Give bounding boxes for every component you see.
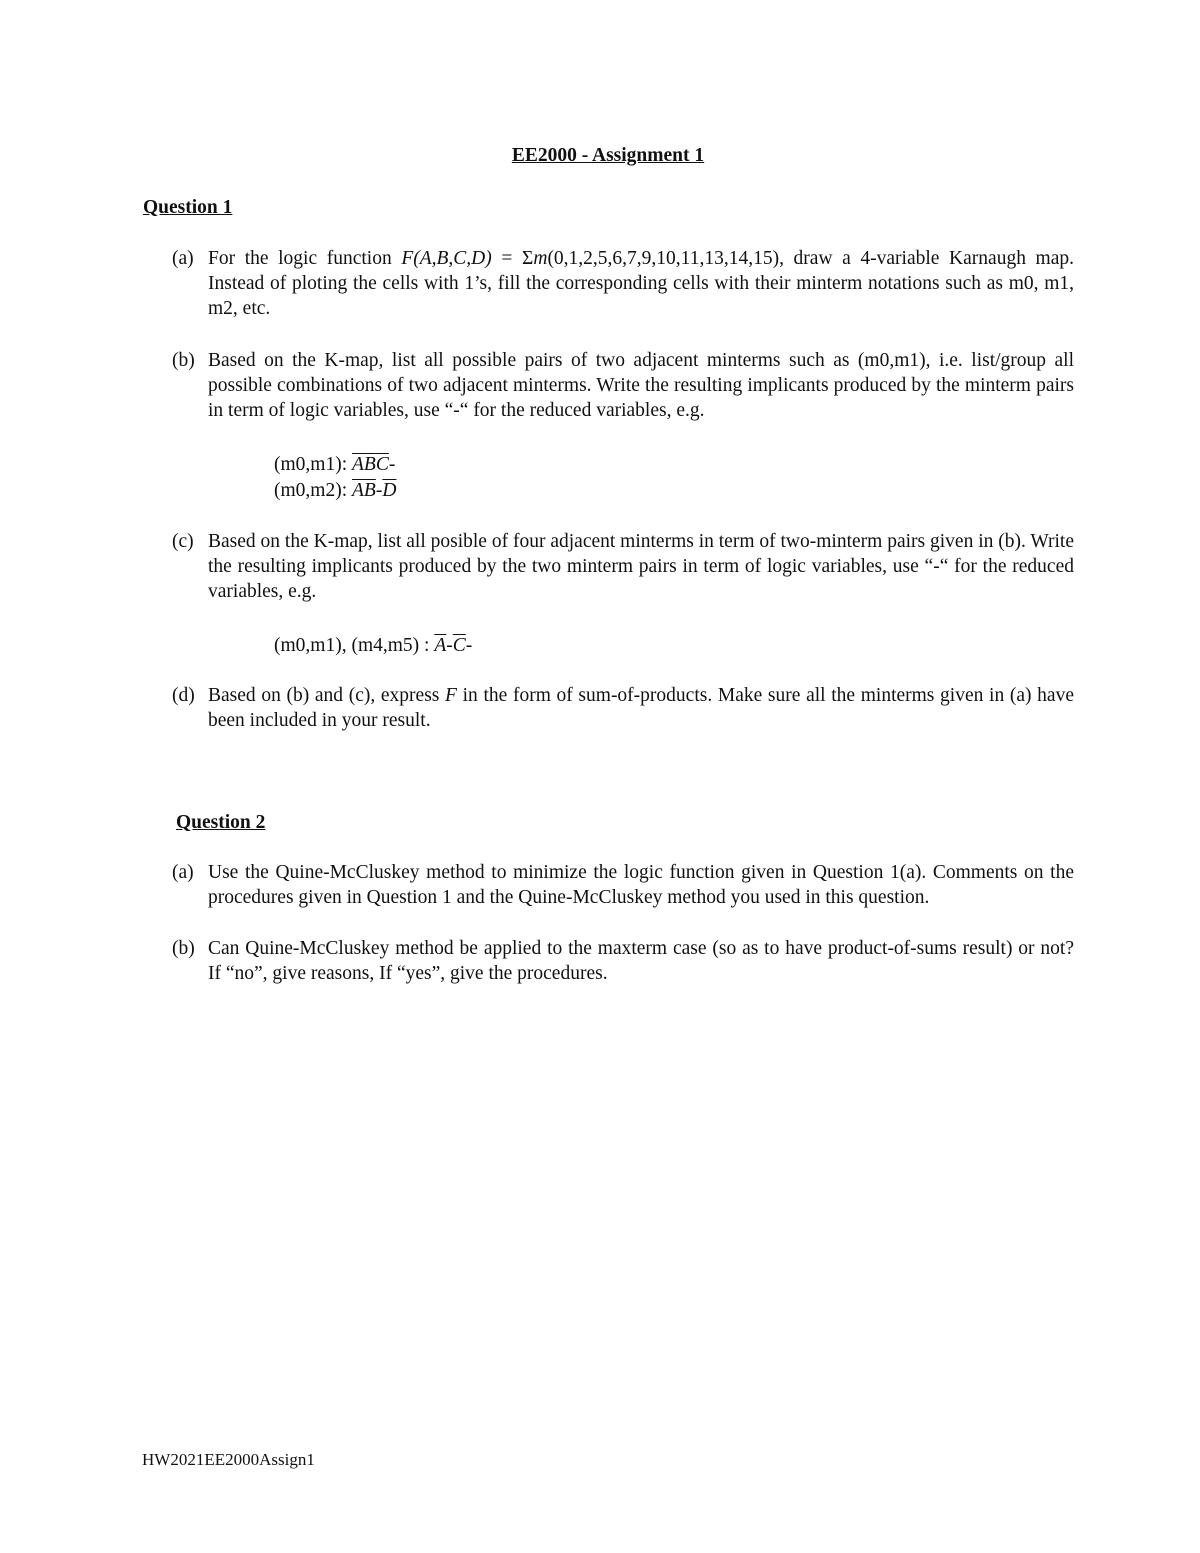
- example-m0-m2: (m0,m2): $\overline{A}\overline{B}-\overline{D}$: [274, 480, 397, 501]
- question-1c-text: Based on the K-map, list all posible of four adjacent minterms in term of two-minterm pairs given in (b). Write the resulting implicants produced by the two minterm pairs in term of logic variables, use “-“ for the reduced variables, e.g.: [208, 531, 1074, 602]
- item-label: (b): [172, 350, 195, 371]
- item-label: (b): [172, 938, 195, 959]
- question-1d-text: Based on (b) and (c), express F in the form of sum-of-products. Make sure all the minterms given in (a) have been included in your result.: [208, 685, 1074, 731]
- example-m0-m1: (m0,m1): $\overline{A}\overline{B}\overline{C}-$: [274, 454, 396, 475]
- question-2a-text: Use the Quine-McCluskey method to minimize the logic function given in Question 1(a). Comments on the procedures given in Question 1 and the Quine-McCluskey method you used in this question.: [208, 862, 1074, 908]
- page-title: EE2000 - Assignment 1: [511, 145, 705, 166]
- page-footer: HW2021EE2000Assign1: [142, 1450, 315, 1469]
- item-label: (c): [172, 531, 194, 552]
- question-2-heading: Question 2: [176, 812, 266, 833]
- question-2b: [172, 936, 1074, 986]
- question-1c: [172, 529, 1074, 604]
- item-label: (a): [172, 862, 194, 883]
- question-1b-text: Based on the K-map, list all possible pairs of two adjacent minterms such as (m0,m1), i.e. list/group all possible combinations of two adjacent minterms. Write the resulting implicants produced by the minterm pairs in term of logic variables, use “-“ for the reduced variables, e.g.: [208, 350, 1074, 421]
- question-2a: [172, 860, 1074, 910]
- question-2b-text: Can Quine-McCluskey method be applied to the maxterm case (so as to have product-of-sums result) or not? If “no”, give reasons, If “yes”, give the procedures.: [208, 938, 1074, 984]
- item-label: (d): [172, 685, 195, 706]
- question-1-heading: Question 1: [143, 197, 233, 218]
- item-label: (a): [172, 248, 194, 269]
- question-1a-text: For the logic function F(A,B,C,D) = Σm(0,1,2,5,6,7,9,10,11,13,14,15), draw a 4-variable Karnaugh map. Instead of ploting the cells with 1’s, fill the corresponding cells with their minterm notations such as m0, m1, m2, etc.: [208, 248, 1074, 319]
- question-1b: [172, 348, 1074, 423]
- question-1a: [172, 246, 1074, 321]
- example-four-minterms: (m0,m1), (m4,m5) : $\overline{A}-\overline{C}-$: [274, 635, 473, 656]
- question-1d: [172, 683, 1074, 733]
